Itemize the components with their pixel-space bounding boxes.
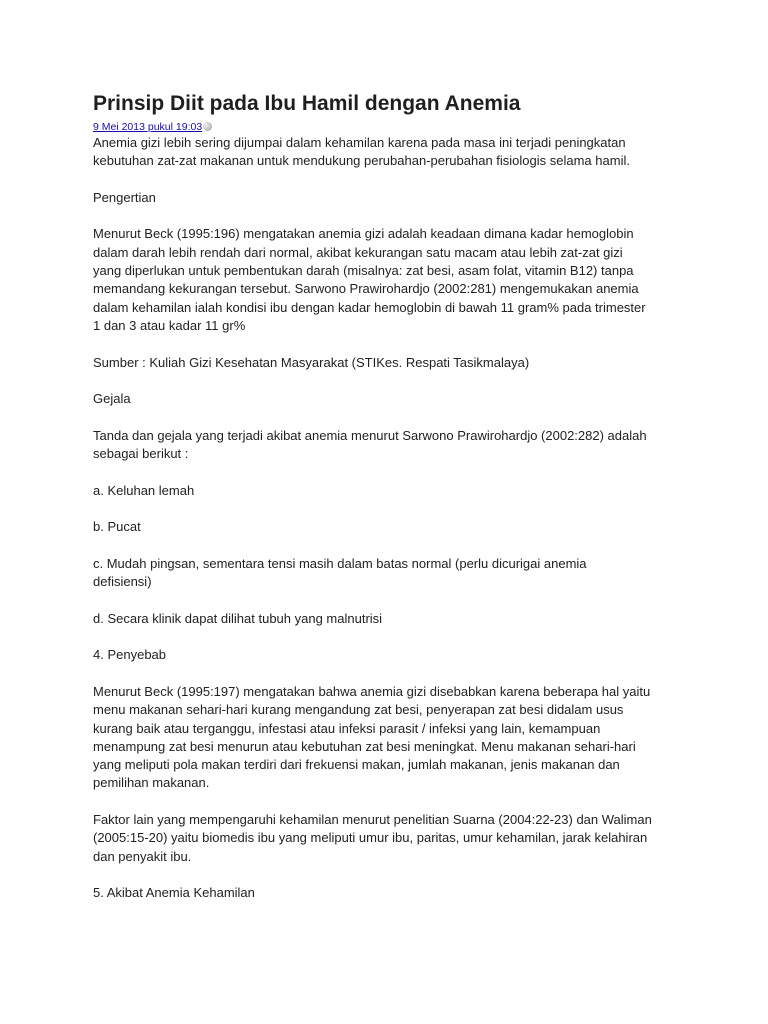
paragraph-line: Sumber : Kuliah Gizi Kesehatan Masyarakat (STIKes. Respati Tasikmalaya) bbox=[93, 354, 530, 370]
paragraph bbox=[93, 134, 683, 171]
paragraph-line: defisiensi) bbox=[93, 574, 152, 590]
paragraph-line: kebutuhan zat-zat makanan untuk mendukung perubahan-perubahan fisiologis selama hamil. bbox=[93, 153, 630, 169]
paragraph-line: dan penyakit ibu. bbox=[93, 848, 192, 864]
paragraph bbox=[93, 225, 683, 335]
paragraph bbox=[93, 518, 683, 536]
paragraph-line: menampung zat besi menurun atau kebutuhan zat besi meningkat. Menu makanan sehari-hari bbox=[93, 738, 636, 754]
paragraph bbox=[93, 189, 683, 207]
paragraph-line: Menurut Beck (1995:197) mengatakan bahwa anemia gizi disebabkan karena beberapa hal yaitu bbox=[93, 683, 651, 699]
paragraph bbox=[93, 482, 683, 500]
paragraph bbox=[93, 354, 683, 372]
paragraph-line: (2005:15-20) yaitu biomedis ibu yang meliputi umur ibu, paritas, umur kehamilan, jarak kelahiran bbox=[93, 830, 648, 846]
post-meta bbox=[93, 121, 683, 134]
paragraph bbox=[93, 555, 683, 592]
paragraph-line: Tanda dan gejala yang terjadi akibat anemia menurut Sarwono Prawirohardjo (2002:282) adalah bbox=[93, 427, 647, 443]
article-body bbox=[93, 134, 683, 902]
paragraph-line: 5. Akibat Anemia Kehamilan bbox=[93, 885, 255, 901]
paragraph-line: Faktor lain yang mempengaruhi kehamilan menurut penelitian Suarna (2004:22-23) dan Waliman bbox=[93, 811, 652, 827]
paragraph-line: kurang baik atau terganggu, infestasi atau infeksi parasit / infeksi yang lain, kemampuan bbox=[93, 720, 601, 736]
page-title: Prinsip Diit pada Ibu Hamil dengan Anemia bbox=[93, 92, 521, 115]
paragraph-line: Menurut Beck (1995:196) mengatakan anemia gizi adalah keadaan dimana kadar hemoglobin bbox=[93, 226, 634, 242]
paragraph-line: menu makanan sehari-hari kurang mengandung zat besi, penyerapan zat besi didalam usus bbox=[93, 702, 624, 718]
paragraph bbox=[93, 884, 683, 902]
globe-icon bbox=[203, 122, 212, 131]
post-date-link[interactable]: 9 Mei 2013 pukul 19:03 bbox=[93, 121, 203, 133]
paragraph-line: 1 dan 3 atau kadar 11 gr% bbox=[93, 317, 246, 333]
paragraph-line: yang meliputi pola makan terdiri dari frekuensi makan, jumlah makanan, jenis makanan dan bbox=[93, 757, 620, 773]
paragraph-line: b. Pucat bbox=[93, 519, 141, 535]
paragraph-line: d. Secara klinik dapat dilihat tubuh yang malnutrisi bbox=[93, 610, 383, 626]
paragraph-line: sebagai berikut : bbox=[93, 446, 189, 462]
paragraph-line: memandang kekurangan tersebut. Sarwono Prawirohardjo (2002:281) mengemukakan anemia bbox=[93, 281, 639, 297]
paragraph-line: 4. Penyebab bbox=[93, 647, 167, 663]
paragraph-line: a. Keluhan lemah bbox=[93, 482, 195, 498]
paragraph bbox=[93, 390, 683, 408]
paragraph-line: Anemia gizi lebih sering dijumpai dalam kehamilan karena pada masa ini terjadi peningkatan bbox=[93, 135, 626, 150]
paragraph-line: yang diperlukan untuk pembentukan darah (misalnya: zat besi, asam folat, vitamin B12) tanpa bbox=[93, 263, 634, 279]
paragraph bbox=[93, 811, 683, 866]
paragraph-line: pemilihan makanan. bbox=[93, 775, 210, 791]
paragraph-line: Pengertian bbox=[93, 189, 156, 205]
paragraph-line: Gejala bbox=[93, 391, 131, 407]
paragraph-line: dalam kehamilan ialah kondisi ibu dengan kadar hemoglobin di bawah 11 gram% pada trimester bbox=[93, 299, 646, 315]
paragraph-line: dalam darah lebih rendah dari normal, akibat kekurangan satu macam atau lebih zat-zat gizi bbox=[93, 244, 623, 260]
paragraph-line: c. Mudah pingsan, sementara tensi masih dalam batas normal (perlu dicurigai anemia bbox=[93, 555, 587, 571]
paragraph bbox=[93, 646, 683, 664]
paragraph bbox=[93, 610, 683, 628]
paragraph bbox=[93, 683, 683, 793]
paragraph bbox=[93, 427, 683, 464]
article bbox=[93, 90, 683, 902]
